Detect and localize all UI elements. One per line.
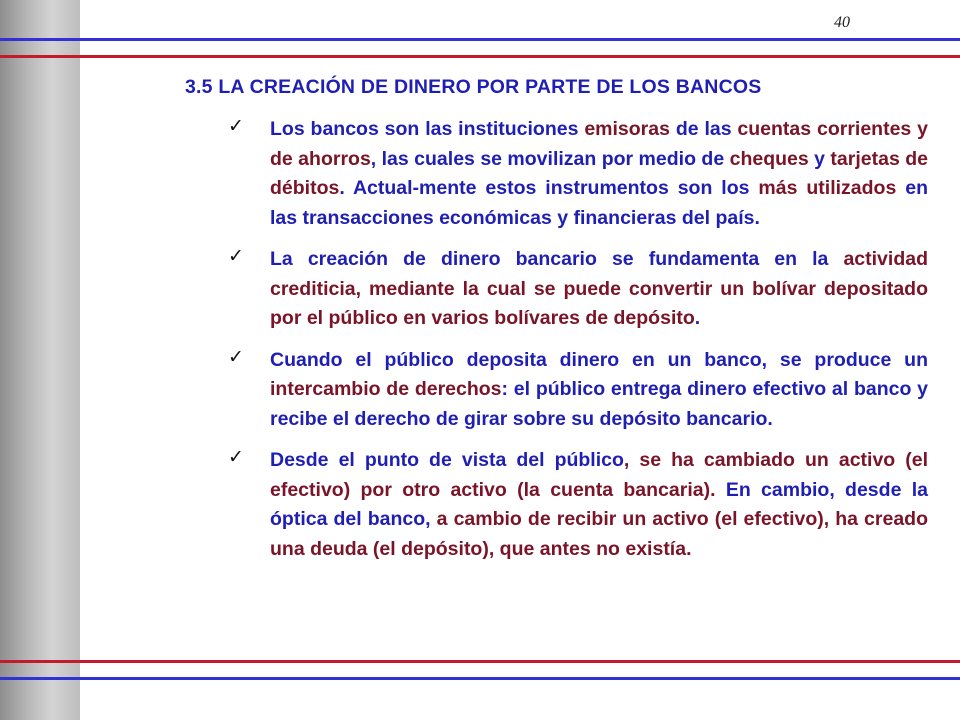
left-decorative-bar <box>0 0 80 720</box>
bullet-text-segment: en las transacciones económicas y financieras del país. <box>270 177 928 229</box>
bullet-text <box>270 346 928 435</box>
bullet-text <box>270 115 928 233</box>
bullet-item <box>228 346 928 435</box>
bullet-text-segment: . <box>694 307 701 329</box>
bottom-rule-red <box>0 660 960 663</box>
bullet-text-segment: Desde el punto de vista del público <box>270 449 624 471</box>
page-number: 40 <box>834 14 850 31</box>
checkmark-icon: ✓ <box>228 345 244 368</box>
bullet-text <box>270 245 928 334</box>
bullet-text-segment: , las cuales se movilizan por medio de <box>370 147 730 170</box>
bullet-text-segment: se ha cambiado un activo (el efectivo) por otro activo (la cuenta bancaria). <box>270 449 929 501</box>
bullet-text-segment: Los bancos son las instituciones <box>270 118 585 140</box>
bullet-text-segment: En cambio, desde la óptica del banco, <box>270 478 928 530</box>
checkmark-icon: ✓ <box>228 245 244 267</box>
bullet-text-segment: más utilizados <box>758 177 897 199</box>
bullet-text-segment: tarjetas de débitos <box>270 147 928 199</box>
bullet-text-segment: intercambio de derechos <box>270 378 502 400</box>
bullet-text-segment: emisoras <box>584 118 670 140</box>
bullet-text-segment: cheques <box>729 147 809 170</box>
bottom-rule-blue <box>0 677 960 680</box>
bullet-text-segment: de las <box>669 118 738 140</box>
bullet-text <box>270 446 928 564</box>
top-rule-red <box>0 55 960 58</box>
bullet-text-segment: , <box>623 449 640 471</box>
checkmark-icon: ✓ <box>228 446 244 468</box>
checkmark-icon: ✓ <box>228 115 244 137</box>
bullet-item <box>228 115 928 233</box>
bullet-item <box>228 245 928 334</box>
bullet-text-segment: a cambio de recibir un activo (el efectivo), ha creado una deuda (el depósito), que antes no existía. <box>270 508 928 560</box>
bullet-text-segment: Cuando el público deposita dinero en un banco, se produce un <box>270 348 928 371</box>
bullet-text-segment: cuentas corrientes y de ahorros <box>270 118 928 170</box>
section-title: 3.5 LA CREACIÓN DE DINERO POR PARTE DE LOS BANCOS <box>185 76 762 98</box>
bullet-list <box>228 115 928 576</box>
bullet-text-segment: . Actual-mente estos instrumentos son los <box>339 177 759 199</box>
bullet-text-segment: : el público entrega dinero efectivo al banco y recibe el derecho de girar sobre su depósito bancario. <box>270 378 928 430</box>
bullet-text-segment: y <box>808 147 831 170</box>
bullet-text-segment: , mediante la cual se puede convertir un bolívar depositado por el público en varios bolívares de depósito <box>270 277 928 329</box>
bullet-text-segment: La creación de dinero bancario se fundamenta en la <box>270 248 844 270</box>
bullet-item <box>228 446 928 564</box>
top-rule-blue <box>0 38 960 41</box>
bullet-text-segment: actividad crediticia <box>270 248 928 300</box>
